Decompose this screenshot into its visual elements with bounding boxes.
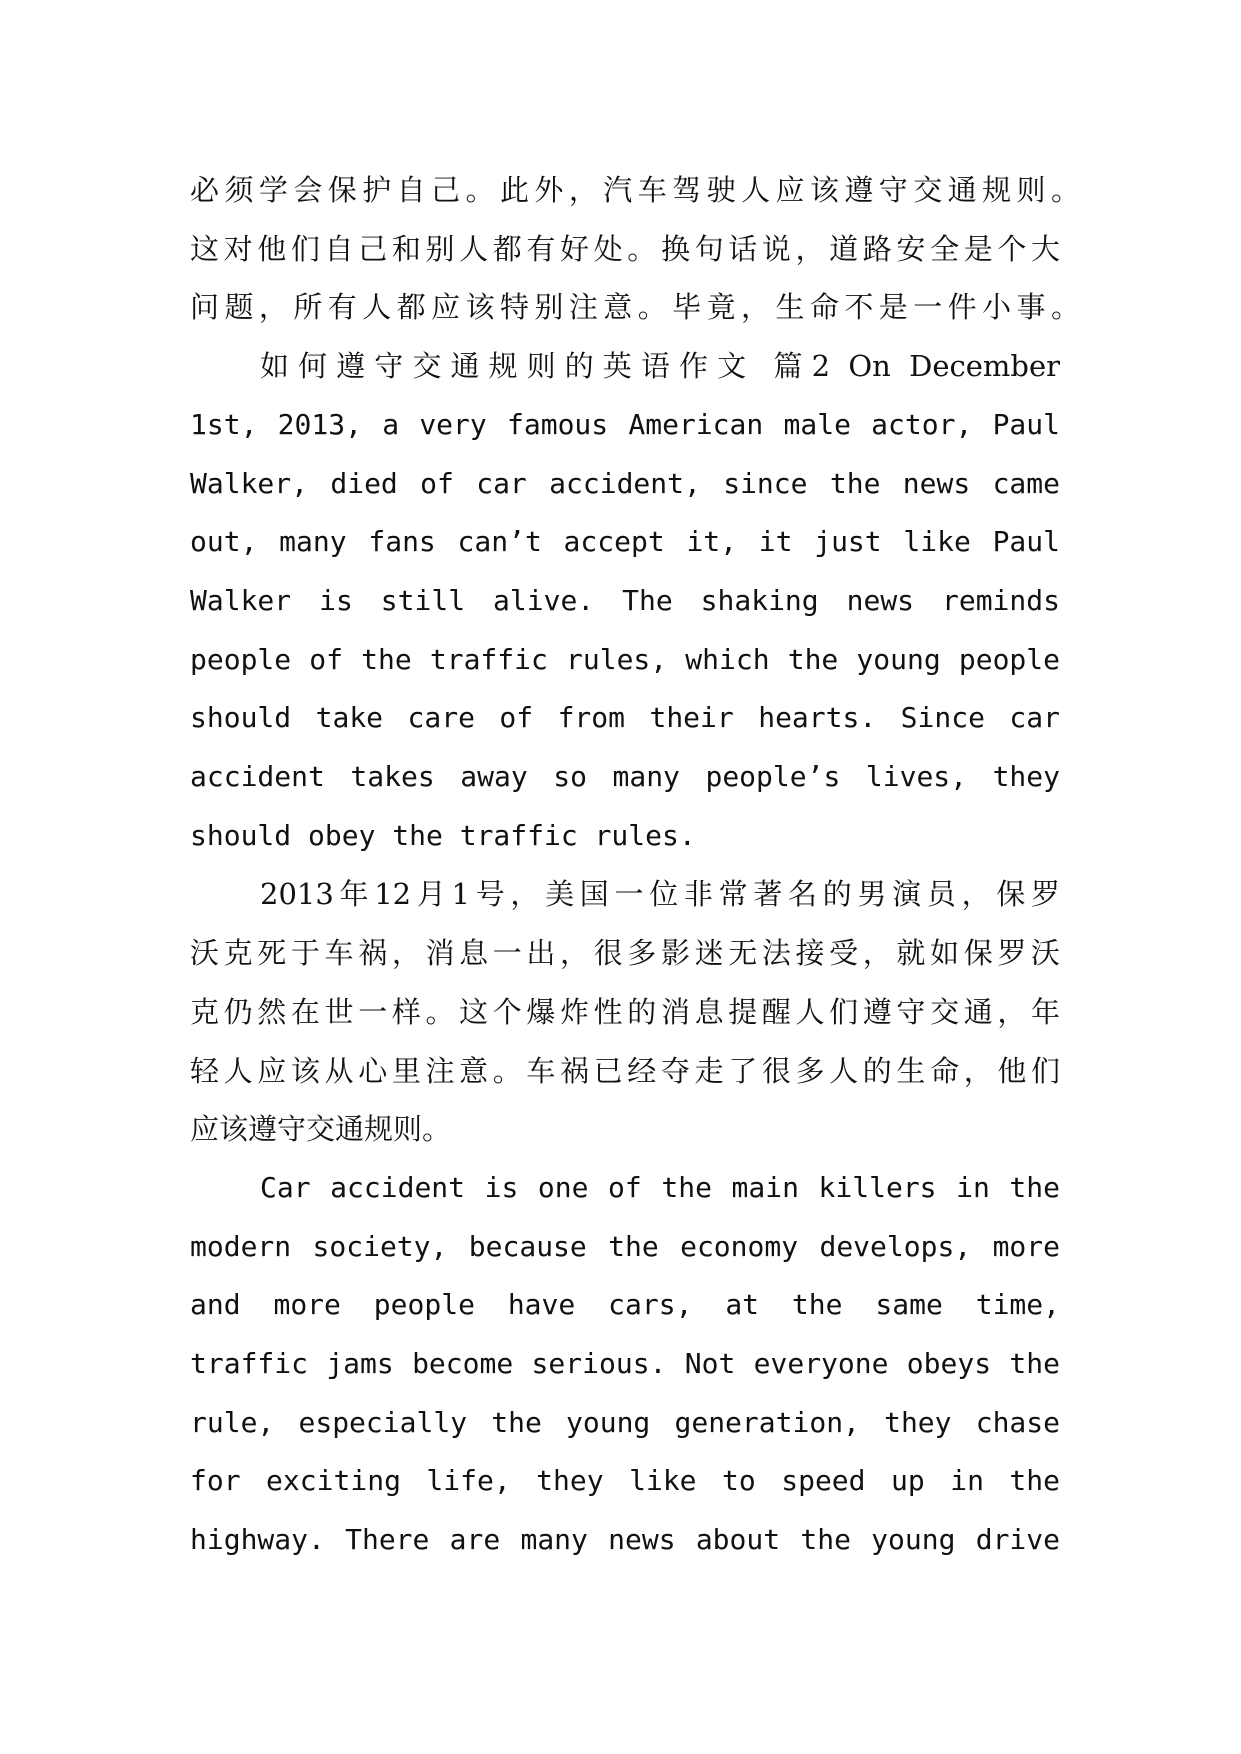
text-line: and more people have cars, at the same time, bbox=[190, 1288, 1060, 1322]
text-line: Walker is still alive. The shaking news reminds bbox=[190, 583, 1060, 617]
text-line: 克仍然在世一样。这个爆炸性的消息提醒人们遵守交通，年 bbox=[190, 994, 1060, 1029]
text-line: 轻人应该从心里注意。车祸已经夺走了很多人的生命，他们 bbox=[190, 1053, 1060, 1088]
text-line: for exciting life, they like to speed up in the bbox=[190, 1464, 1060, 1498]
text-line: 必须学会保护自己。此外，汽车驾驶人应该遵守交通规则。 bbox=[190, 173, 1080, 207]
text-line: highway. There are many news about the young drive bbox=[190, 1523, 1060, 1557]
text-line: 应该遵守交通规则。 bbox=[190, 1112, 452, 1147]
text-line: should take care of from their hearts. Since car bbox=[190, 701, 1060, 735]
text-line: modern society, because the economy develops, more bbox=[190, 1229, 1060, 1263]
text-line: should obey the traffic rules. bbox=[190, 818, 696, 852]
text-line: traffic jams become serious. Not everyone obeys the bbox=[190, 1347, 1060, 1380]
text-line: 1st, 2013, a very famous American male actor, Paul bbox=[190, 407, 1060, 441]
text-line: 2013年12月1号，美国一位非常著名的男演员，保罗 bbox=[260, 877, 1060, 912]
text-line: Car accident is one of the main killers in the bbox=[260, 1170, 1060, 1204]
text-line: out, many fans can’t accept it, it just like Paul bbox=[190, 525, 1060, 559]
text-line: Walker, died of car accident, since the news came bbox=[190, 466, 1060, 500]
text-line: rule, especially the young generation, they chase bbox=[190, 1405, 1060, 1439]
text-line: accident takes away so many people’s lives, they bbox=[190, 760, 1060, 793]
text-line: people of the traffic rules, which the young people bbox=[190, 642, 1060, 676]
text-line: 问题，所有人都应该特别注意。毕竟，生命不是一件小事。 bbox=[190, 290, 1080, 325]
text-line: 这对他们自己和别人都有好处。换句话说，道路安全是个大 bbox=[190, 231, 1060, 266]
text-line: 沃克死于车祸，消息一出，很多影迷无法接受，就如保罗沃 bbox=[190, 936, 1060, 971]
text-line: 如何遵守交通规则的英语作文 篇2 On December bbox=[260, 349, 1060, 384]
